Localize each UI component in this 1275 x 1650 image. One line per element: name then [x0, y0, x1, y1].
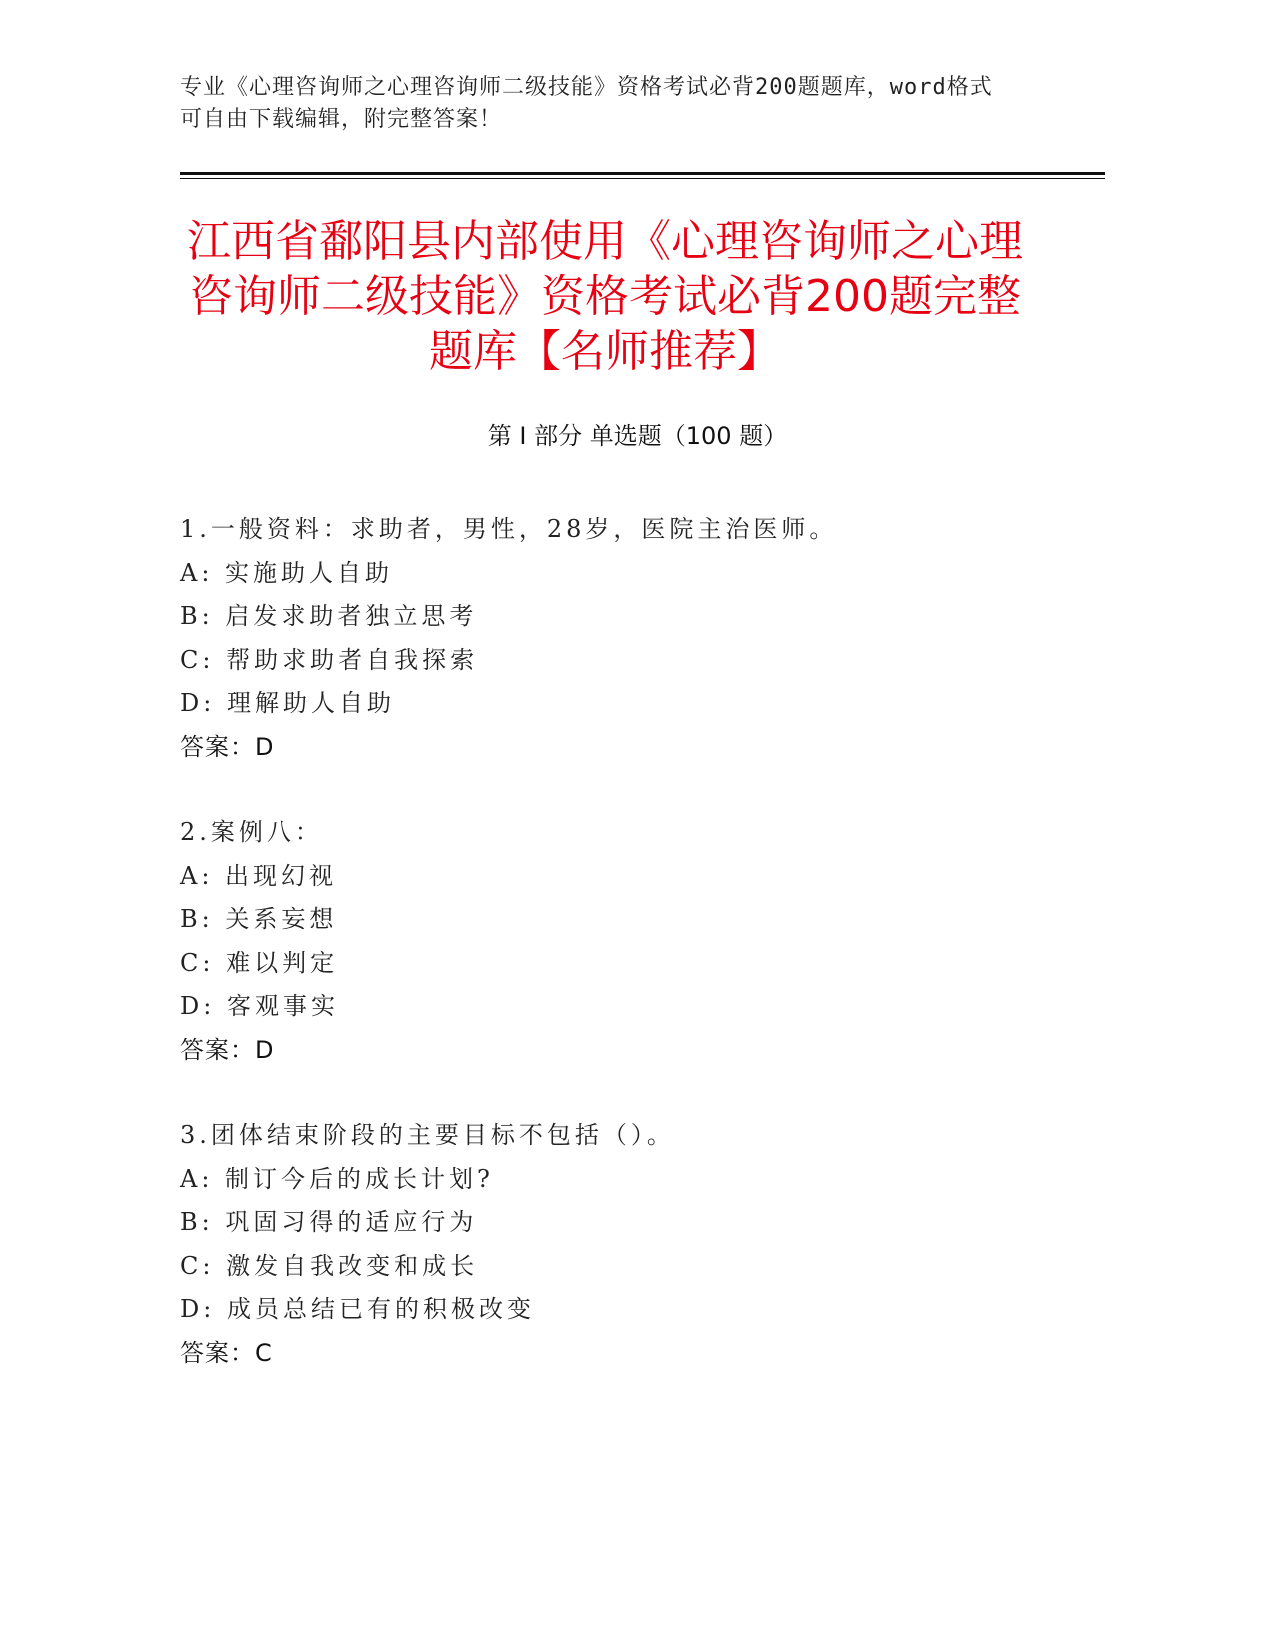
option-b: B: 启发求助者独立思考 [180, 602, 478, 630]
title-line-3: 题库【名师推荐】 [429, 326, 781, 377]
option-a: A: 制订今后的成长计划? [180, 1164, 494, 1193]
option-c: C: 难以判定 [180, 948, 339, 977]
answer-line: 答案：C [180, 1338, 273, 1367]
header-note-line-2: 可自由下载编辑，附完整答案！ [180, 107, 503, 132]
option-c: C: 帮助求助者自我探索 [180, 645, 479, 674]
header-divider-thick [180, 172, 1105, 175]
document-title [150, 214, 1060, 379]
answer-line: 答案：D [180, 732, 275, 761]
question-list [180, 508, 1080, 1417]
option-a: A: 出现幻视 [180, 861, 338, 890]
title-line-1: 江西省鄱阳县内部使用《心理咨询师之心理 [187, 216, 1023, 267]
question-item [180, 1114, 1080, 1375]
question-stem: 1.一般资料：求助者，男性，28岁，医院主治医师。 [180, 515, 838, 543]
option-c: C: 激发自我改变和成长 [180, 1251, 479, 1280]
document-header-note [180, 72, 1060, 136]
title-line-2: 咨询师二级技能》资格考试必背200题完整 [189, 271, 1021, 322]
question-item [180, 811, 1080, 1072]
question-stem: 3.团体结束阶段的主要目标不包括（）。 [180, 1121, 675, 1149]
option-a: A: 实施助人自助 [180, 558, 394, 587]
option-d: D: 成员总结已有的积极改变 [180, 1295, 535, 1323]
option-d: D: 理解助人自助 [180, 689, 395, 717]
answer-line: 答案：D [180, 1035, 275, 1064]
option-b: B: 关系妄想 [180, 905, 338, 933]
option-b: B: 巩固习得的适应行为 [180, 1208, 478, 1236]
section-heading: 第 I 部分 单选题（100 题） [487, 422, 788, 450]
header-note-line-1: 专业《心理咨询师之心理咨询师二级技能》资格考试必背200题题库，word格式 [180, 75, 993, 100]
header-divider-thin [180, 178, 1105, 179]
question-item [180, 508, 1080, 769]
question-stem: 2.案例八： [180, 818, 323, 846]
option-d: D: 客观事实 [180, 992, 339, 1020]
